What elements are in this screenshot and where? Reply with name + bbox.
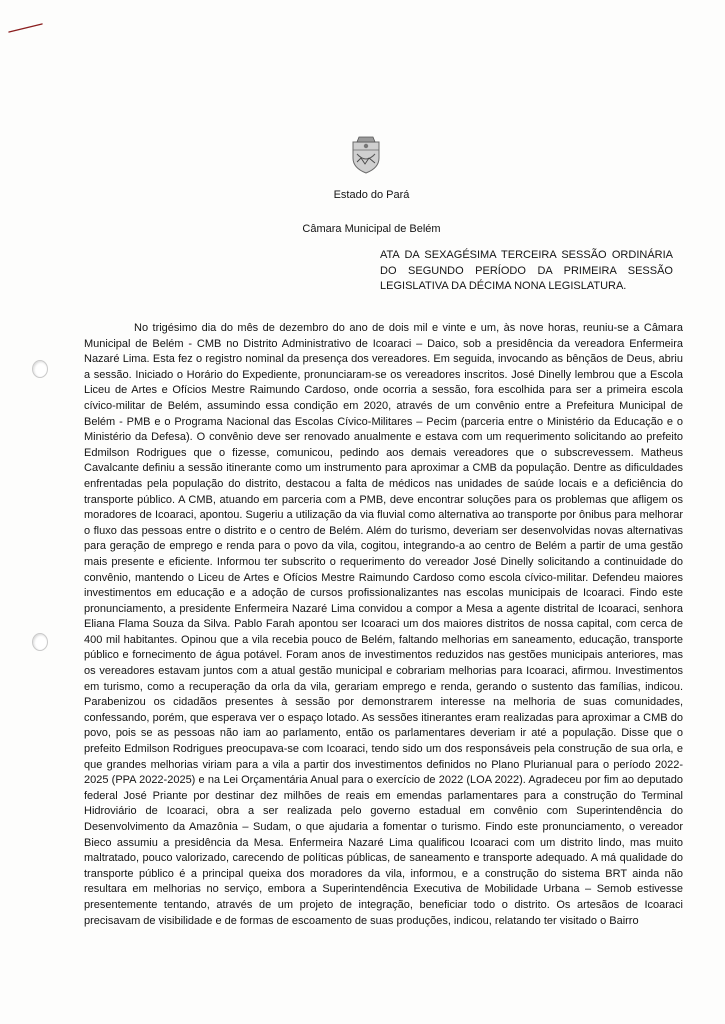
chamber-name: Câmara Municipal de Belém: [302, 223, 441, 235]
pen-mark: [8, 22, 44, 34]
minutes-title: ATA DA SEXAGÉSIMA TERCEIRA SESSÃO ORDINÁRIA DO SEGUNDO PERÍODO DA PRIMEIRA SESSÃO LEGISLATIVA DA DÉCIMA NONA LEGISLATURA.: [380, 249, 673, 292]
punch-hole: [32, 360, 48, 378]
minutes-body-text: No trigésimo dia do mês de dezembro do ano de dois mil e vinte e um, às nove horas, reuniu-se a Câmara Municipal de Belém - CMB no Distrito Administrativo de Icoaraci – Daico, sob a presidência da vereadora Enfermeira Nazaré Lima. Esta fez o registro nominal da presença dos vereadores. Em seguida, invocando as bênçãos de Deus, abriu a sessão. Iniciado o Horário do Expediente, pronunciaram-se os vereadores inscritos. José Dinelly lembrou que a Escola Liceu de Artes e Ofícios Mestre Raimundo Cardoso, onde ocorria a sessão, fora escolhida para ser a primeira escola cívico-militar de Belém, assumindo essa condição em 2020, através de um convênio entre a Prefeitura Municipal de Belém - PMB e o Programa Nacional das Escolas Cívico-Militares – Pecim (parceria entre o Ministério da Educação e o Ministério da Defesa). O convênio deve ser renovado anualmente e estava com um requerimento solicitando ao prefeito Edmilson Rodrigues que o fizesse, comunicou, pedindo aos demais vereadores que o subscrevessem. Matheus Cavalcante definiu a sessão itinerante como um instrumento para aproximar a CMB da população. Dentre as dificuldades enfrentadas pela população do distrito, destacou a falta de médicos nas unidades de saúde locais e a deficiência do transporte público. A CMB, atuando em parceria com a PMB, deve encontrar soluções para os problemas que afligem os moradores de Icoaraci, apontou. Sugeriu a utilização da via fluvial como alternativa ao transporte por ônibus para melhorar o fluxo das pessoas entre o distrito e o centro de Belém. Além do turismo, deveriam ser desenvolvidas novas alternativas para geração de emprego e renda para o povo da vila, cogitou, integrando-a ao centro de Belém a partir de uma gestão mais presente e eficiente. Informou ter subscrito o requerimento do vereador José Dinelly solicitando a continuidade do convênio, mantendo o Liceu de Artes e Ofícios Mestre Raimundo Cardoso como escola cívico-militar. Defendeu maiores investimentos em educação e a adoção de cursos profissionalizantes nas escolas municipais de Icoaraci. Findo este pronunciamento, a presidente Enfermeira Nazaré Lima convidou a compor a Mesa a agente distrital de Icoaraci, senhora Eliana Flama Souza da Silva. Pablo Farah apontou ser Icoaraci um dos maiores distritos de nossa capital, com cerca de 400 mil habitantes. Opinou que a vila recebia pouco de Belém, faltando melhorias em saneamento, educação, transporte público e fornecimento de água potável. Foram anos de investimentos reduzidos nas gestões municipais anteriores, mas os vereadores estavam juntos com a atual gestão municipal e cobrariam melhorias para Icoaraci, afirmou. Investimentos em turismo, como a recuperação da orla da vila, gerariam emprego e renda, gerando o sustento das famílias, indicou. Parabenizou os cidadãos presentes à sessão por demonstrarem interesse na melhoria de suas comunidades, confessando, porém, que esperava ver o espaço lotado. As sessões itinerantes eram realizadas para aproximar a CMB do povo, pois se as pessoas não iam ao parlamento, então os parlamentares deveriam ir até a população. Disse que o prefeito Edmilson Rodrigues preocupava-se com Icoaraci, tendo sido um dos responsáveis pela construção de sua orla, e que grandes melhorias viriam para a vila a partir dos investimentos definidos no Plano Plurianual para o período 2022-2025 (PPA 2022-2025) e na Lei Orçamentária Anual para o exercício de 2022 (LOA 2022). Agradeceu por fim ao deputado federal José Priante por destinar dez milhões de reais em emendas parlamentares para a construção do Terminal Hidroviário de Icoaraci, obra a ser realizada pelo governo estadual em convênio com Superintendência do Desenvolvimento da Amazônia – Sudam, o que ajudaria a fomentar o turismo. Findo este pronunciamento, o vereador Bieco assumiu a presidência da Mesa. Enfermeira Nazaré Lima qualificou Icoaraci com um distrito lindo, mas muito maltratado, pouco valorizado, carecendo de políticas públicas, de saneamento e transporte adequado. A má qualidade do transporte público é a principal queixa dos moradores da vila, informou, e a construção do sistema BRT ainda não resultara em melhorias no serviço, embora a Superintendência Executiva de Mobilidade Urbana – Semob estivesse presentemente tentando, através de um projeto de integração, beneficiar todo o distrito. Os artesãos de Icoaraci precisavam de visibilidade e de formas de escoamento de suas produções, indicou, relatando ter visitado o Bairro: [84, 322, 683, 927]
coat-of-arms-icon: [349, 134, 383, 174]
minutes-body: [84, 321, 683, 929]
state-name: Estado do Pará: [333, 189, 410, 201]
punch-hole: [32, 633, 48, 651]
